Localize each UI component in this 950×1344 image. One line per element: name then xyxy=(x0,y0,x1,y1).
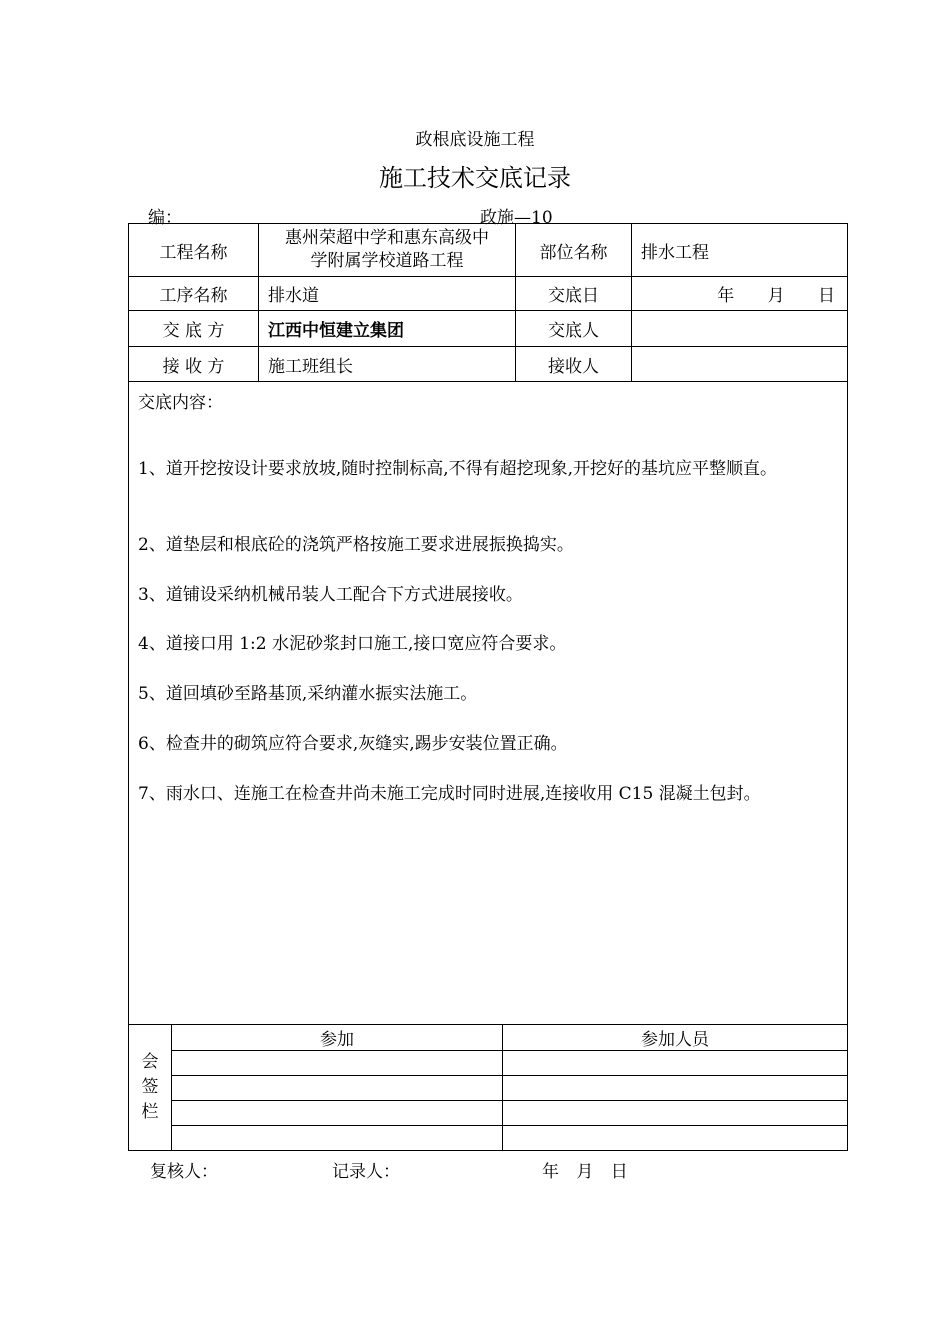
code-label: 编： xyxy=(148,208,182,228)
project-name-value xyxy=(259,224,516,277)
signoff-unit-cell[interactable] xyxy=(172,1076,503,1101)
signoff-header-row xyxy=(129,1025,848,1051)
content-item-6: 6、检查井的砌筑应符合要求,灰缝实,踢步安装位置正确。 xyxy=(138,734,568,754)
receiver-person-label: 接收人 xyxy=(516,347,632,382)
signoff-section-label xyxy=(129,1025,172,1151)
content-heading: 交底内容： xyxy=(138,393,223,413)
part-name-value: 排水工程 xyxy=(632,224,848,277)
signoff-col-people: 参加人员 xyxy=(503,1025,848,1051)
signoff-col-unit: 参加 xyxy=(172,1025,503,1051)
signoff-people-cell[interactable] xyxy=(503,1101,848,1126)
info-row-receiver xyxy=(129,347,848,382)
handover-party-value: 江西中恒建立集团 xyxy=(259,311,516,347)
handover-content xyxy=(129,382,848,1025)
project-name-line2: 学附属学校道路工程 xyxy=(310,251,464,271)
signoff-people-cell[interactable] xyxy=(503,1051,848,1076)
project-name-label: 工程名称 xyxy=(129,224,259,277)
handover-person-label: 交底人 xyxy=(516,311,632,347)
document-code: 政施—10 xyxy=(480,208,553,228)
info-row-handover xyxy=(129,311,848,347)
handover-person-value[interactable] xyxy=(632,311,848,347)
footer-date-label: 年 月 日 xyxy=(542,1162,628,1182)
signoff-unit-cell[interactable] xyxy=(172,1126,503,1151)
receiver-party-label: 接 收 方 xyxy=(129,347,259,382)
content-row xyxy=(129,382,848,1025)
signoff-row xyxy=(129,1126,848,1151)
info-table xyxy=(128,223,848,1025)
signoff-row xyxy=(129,1076,848,1101)
content-item-4: 4、道接口用 1:2 水泥砂浆封口施工,接口宽应符合要求。 xyxy=(138,634,567,654)
content-item-2: 2、道垫层和根底砼的浇筑严格按施工要求进展振换捣实。 xyxy=(138,535,574,555)
document-subtitle: 政根底设施工程 xyxy=(415,130,535,150)
signoff-label-char-1: 会 xyxy=(141,1052,159,1072)
signoff-row xyxy=(129,1051,848,1076)
content-item-7: 7、雨水口、连施工在检查井尚未施工完成时同时进展,连接收用 C15 混凝土包封。 xyxy=(138,784,761,804)
handover-record-sheet xyxy=(128,223,847,1154)
handover-party-label: 交 底 方 xyxy=(129,311,259,347)
part-name-label: 部位名称 xyxy=(516,224,632,277)
content-item-5: 5、道回填砂至路基顶,采纳灌水振实法施工。 xyxy=(138,684,478,704)
process-name-label: 工序名称 xyxy=(129,277,259,311)
reviewer-label: 复核人： xyxy=(150,1162,218,1182)
recorder-label: 记录人： xyxy=(332,1162,400,1182)
process-name-value: 排水道 xyxy=(259,277,516,311)
signoff-row xyxy=(129,1101,848,1126)
document-title: 施工技术交底记录 xyxy=(379,164,571,192)
signoff-unit-cell[interactable] xyxy=(172,1101,503,1126)
signoff-people-cell[interactable] xyxy=(503,1126,848,1151)
info-row-project xyxy=(129,224,848,277)
content-item-1: 1、道开挖按设计要求放坡,随时控制标高,不得有超挖现象,开挖好的基坑应平整顺直。 xyxy=(138,459,778,479)
info-row-process xyxy=(129,277,848,311)
receiver-person-value[interactable] xyxy=(632,347,848,382)
signoff-unit-cell[interactable] xyxy=(172,1051,503,1076)
handover-date-value[interactable]: 年 月 日 xyxy=(632,277,848,311)
handover-date-label: 交底日 xyxy=(516,277,632,311)
signoff-table xyxy=(128,1024,848,1151)
signoff-label-char-2: 签 xyxy=(141,1077,159,1097)
content-item-3: 3、道铺设采纳机械吊装人工配合下方式进展接收。 xyxy=(138,585,523,605)
signoff-label-char-3: 栏 xyxy=(141,1102,159,1122)
receiver-party-value: 施工班组长 xyxy=(259,347,516,382)
project-name-line1: 惠州荣超中学和惠东高级中 xyxy=(285,228,489,248)
signoff-people-cell[interactable] xyxy=(503,1076,848,1101)
